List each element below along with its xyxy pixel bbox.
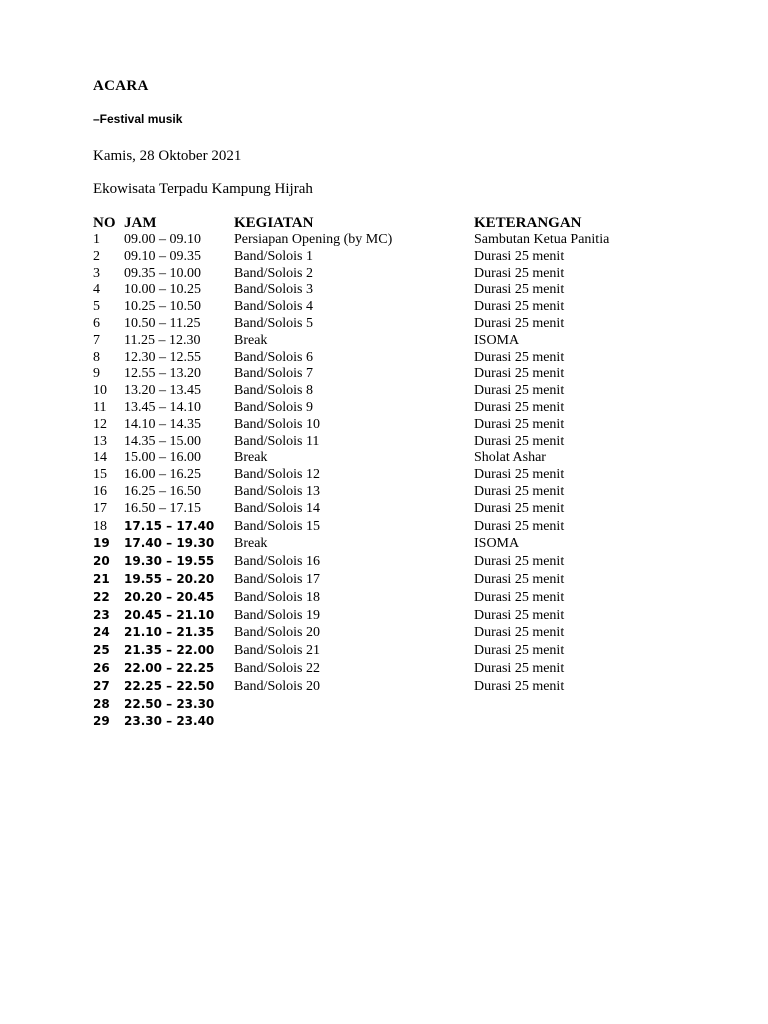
table-body (93, 232, 653, 731)
row-keterangan: Durasi 25 menit (474, 660, 565, 676)
table-header-row (93, 214, 653, 232)
table-row (93, 713, 653, 731)
row-no: 13 (93, 433, 107, 449)
row-jam: 23.30 – 23.40 (124, 714, 215, 729)
row-keterangan: Durasi 25 menit (474, 383, 565, 399)
row-no: 29 (93, 714, 110, 729)
row-kegiatan: Band/Solois 14 (234, 500, 320, 516)
row-no: 11 (93, 399, 107, 415)
row-no: 25 (93, 643, 110, 658)
row-no: 16 (93, 483, 107, 499)
row-keterangan: Durasi 25 menit (474, 299, 565, 315)
row-jam: 12.30 – 12.55 (124, 349, 201, 365)
row-no: 5 (93, 299, 100, 315)
row-no: 12 (93, 416, 107, 432)
row-no: 15 (93, 467, 107, 483)
row-kegiatan: Band/Solois 15 (234, 518, 320, 534)
row-no: 8 (93, 349, 100, 365)
row-keterangan: Durasi 25 menit (474, 554, 565, 570)
row-kegiatan: Band/Solois 9 (234, 399, 313, 415)
table-row (93, 417, 653, 434)
row-no: 21 (93, 571, 110, 586)
row-no: 1 (93, 232, 100, 247)
row-kegiatan: Band/Solois 5 (234, 315, 313, 331)
row-no: 19 (93, 536, 110, 551)
row-jam: 22.50 – 23.30 (124, 696, 215, 711)
table-row (93, 400, 653, 417)
table-row (93, 282, 653, 299)
row-kegiatan: Band/Solois 20 (234, 625, 320, 641)
row-keterangan: Durasi 25 menit (474, 518, 565, 534)
table-row (93, 642, 653, 660)
row-kegiatan: Persiapan Opening (by MC) (234, 232, 393, 247)
row-jam: 13.20 – 13.45 (124, 383, 201, 399)
row-keterangan: Durasi 25 menit (474, 678, 565, 694)
row-keterangan: Sambutan Ketua Panitia (474, 232, 610, 247)
row-jam: 13.45 – 14.10 (124, 399, 201, 415)
row-no: 26 (93, 660, 110, 675)
row-jam: 14.35 – 15.00 (124, 433, 201, 449)
row-keterangan: Durasi 25 menit (474, 607, 565, 623)
row-kegiatan: Break (234, 450, 268, 466)
row-no: 27 (93, 678, 110, 693)
table-row (93, 696, 653, 714)
table-row (93, 450, 653, 467)
table-row (93, 316, 653, 333)
row-keterangan: Durasi 25 menit (474, 248, 565, 264)
row-keterangan: Durasi 25 menit (474, 315, 565, 331)
row-jam: 17.40 – 19.30 (124, 536, 215, 551)
table-row (93, 484, 653, 501)
row-keterangan: Durasi 25 menit (474, 467, 565, 483)
row-keterangan: Durasi 25 menit (474, 625, 565, 641)
row-kegiatan: Band/Solois 3 (234, 282, 313, 298)
row-keterangan: Durasi 25 menit (474, 416, 565, 432)
row-no: 3 (93, 265, 100, 281)
row-kegiatan: Band/Solois 12 (234, 467, 320, 483)
row-kegiatan: Band/Solois 13 (234, 483, 320, 499)
row-no: 23 (93, 607, 110, 622)
row-jam: 22.25 – 22.50 (124, 678, 215, 693)
row-kegiatan: Band/Solois 16 (234, 554, 320, 570)
row-jam: 19.30 – 19.55 (124, 554, 215, 569)
row-no: 6 (93, 315, 100, 331)
row-no: 4 (93, 282, 100, 298)
row-kegiatan: Band/Solois 1 (234, 248, 313, 264)
table-row (93, 571, 653, 589)
row-no: 2 (93, 248, 100, 264)
row-keterangan: ISOMA (474, 332, 520, 348)
row-keterangan: Durasi 25 menit (474, 571, 565, 587)
row-jam: 12.55 – 13.20 (124, 366, 201, 382)
table-row (93, 607, 653, 625)
row-no: 24 (93, 625, 110, 640)
row-keterangan: Durasi 25 menit (474, 433, 565, 449)
row-no: 28 (93, 696, 110, 711)
table-row (93, 249, 653, 266)
row-kegiatan: Break (234, 536, 268, 552)
table-row (93, 589, 653, 607)
row-jam: 19.55 – 20.20 (124, 571, 215, 586)
table-row (93, 333, 653, 350)
row-kegiatan: Band/Solois 7 (234, 366, 313, 382)
row-kegiatan: Band/Solois 19 (234, 607, 320, 623)
row-keterangan: ISOMA (474, 536, 520, 552)
row-kegiatan: Band/Solois 22 (234, 660, 320, 676)
row-jam: 10.25 – 10.50 (124, 299, 201, 315)
row-no: 20 (93, 554, 110, 569)
document-subtitle: –Festival musik (93, 112, 183, 126)
row-jam: 17.15 – 17.40 (124, 518, 215, 533)
row-kegiatan: Band/Solois 2 (234, 265, 313, 281)
row-no: 10 (93, 383, 107, 399)
table-row (93, 434, 653, 451)
row-kegiatan: Band/Solois 4 (234, 299, 313, 315)
row-jam: 20.20 – 20.45 (124, 589, 215, 604)
row-keterangan: Durasi 25 menit (474, 366, 565, 382)
row-keterangan: Durasi 25 menit (474, 483, 565, 499)
row-keterangan: Durasi 25 menit (474, 282, 565, 298)
row-jam: 21.35 – 22.00 (124, 643, 215, 658)
row-jam: 10.50 – 11.25 (124, 315, 201, 331)
table-row (93, 232, 653, 249)
row-keterangan: Durasi 25 menit (474, 349, 565, 365)
table-row (93, 501, 653, 518)
row-jam: 20.45 – 21.10 (124, 607, 215, 622)
table-row (93, 535, 653, 553)
row-no: 18 (93, 518, 107, 534)
row-jam: 22.00 – 22.25 (124, 660, 215, 675)
table-row (93, 366, 653, 383)
table-row (93, 553, 653, 571)
row-no: 9 (93, 366, 100, 382)
row-kegiatan: Band/Solois 17 (234, 571, 320, 587)
row-kegiatan: Band/Solois 6 (234, 349, 313, 365)
row-keterangan: Durasi 25 menit (474, 500, 565, 516)
table-row (93, 660, 653, 678)
schedule-table (93, 214, 653, 731)
table-row (93, 678, 653, 696)
row-no: 17 (93, 500, 107, 516)
row-keterangan: Durasi 25 menit (474, 265, 565, 281)
row-jam: 16.00 – 16.25 (124, 467, 201, 483)
table-row (93, 383, 653, 400)
row-jam: 09.00 – 09.10 (124, 232, 201, 247)
table-row (93, 350, 653, 367)
row-kegiatan: Band/Solois 8 (234, 383, 313, 399)
table-row (93, 518, 653, 536)
row-no: 14 (93, 450, 107, 466)
row-jam: 11.25 – 12.30 (124, 332, 201, 348)
row-no: 22 (93, 589, 110, 604)
header-keterangan: KETERANGAN (474, 215, 582, 231)
document-title: ACARA (93, 78, 149, 94)
event-location: Ekowisata Terpadu Kampung Hijrah (93, 181, 313, 197)
row-jam: 21.10 – 21.35 (124, 625, 215, 640)
table-row (93, 467, 653, 484)
row-jam: 09.10 – 09.35 (124, 248, 201, 264)
row-keterangan: Durasi 25 menit (474, 399, 565, 415)
row-jam: 14.10 – 14.35 (124, 416, 201, 432)
event-date: Kamis, 28 Oktober 2021 (93, 148, 242, 164)
row-jam: 10.00 – 10.25 (124, 282, 201, 298)
row-jam: 15.00 – 16.00 (124, 450, 201, 466)
row-jam: 16.50 – 17.15 (124, 500, 201, 516)
table-row (93, 624, 653, 642)
row-keterangan: Durasi 25 menit (474, 589, 565, 605)
row-jam: 16.25 – 16.50 (124, 483, 201, 499)
row-keterangan: Sholat Ashar (474, 450, 546, 466)
row-kegiatan: Band/Solois 21 (234, 643, 320, 659)
row-no: 7 (93, 332, 100, 348)
table-row (93, 266, 653, 283)
row-keterangan: Durasi 25 menit (474, 643, 565, 659)
header-kegiatan: KEGIATAN (234, 215, 314, 231)
row-kegiatan: Band/Solois 18 (234, 589, 320, 605)
row-kegiatan: Band/Solois 10 (234, 416, 320, 432)
row-jam: 09.35 – 10.00 (124, 265, 201, 281)
header-jam: JAM (124, 215, 157, 231)
row-kegiatan: Band/Solois 11 (234, 433, 320, 449)
row-kegiatan: Band/Solois 20 (234, 678, 320, 694)
table-row (93, 299, 653, 316)
header-no: NO (93, 215, 116, 231)
row-kegiatan: Break (234, 332, 268, 348)
